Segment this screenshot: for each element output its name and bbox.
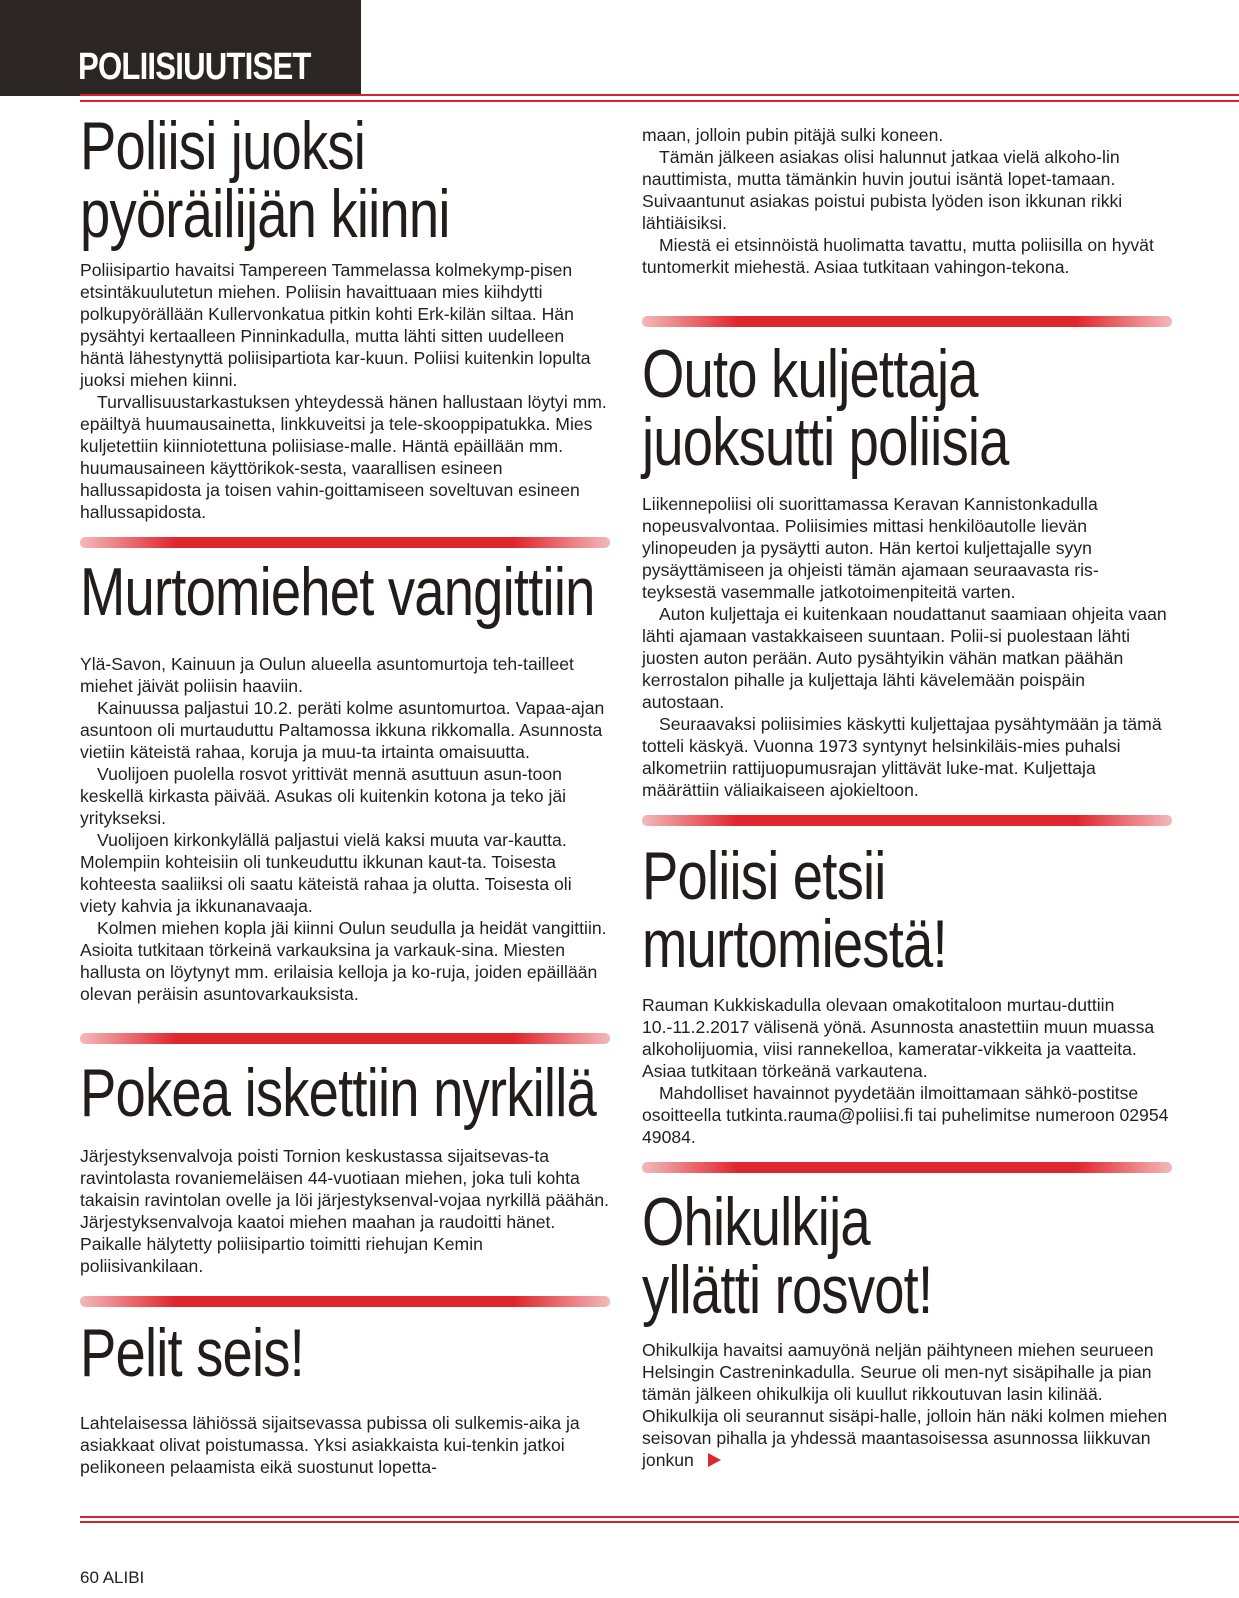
article-5-title-line1: Outo kuljettaja [642, 336, 978, 412]
article-6-paragraph: Rauman Kukkiskadulla olevaan omakotitaloon murtau-duttiin 10.-11.2.2017 välisenä yönä. Asunnosta anastettiin muun muassa alkoholijuomia, viisi rannekelloa, kameratar-vikkeita ja vaatteita. Asiaa tutkitaan törkeänä varkautena. [642, 995, 1155, 1081]
article-1-paragraph: Poliisipartio havaitsi Tampereen Tammelassa kolmekymp-pisen etsintäkuulutetun miehen. Poliisin havaittuaan mies kiihdytti polkupyörällään Kullervonkatua pitkin kohti Erk-kilän siltaa. Hän pysähtyi kertaalleen Pinninkadulla, mutta lähti sitten uudelleen häntä lähestynyttä poliisipartiota kar-kuun. Poliisi kuitenkin lopulta juoksi miehen kiinni. [80, 260, 591, 390]
article-4-continued [642, 124, 1172, 278]
article-1-title-line2: pyöräilijän kiinni [80, 176, 450, 252]
article-7-paragraph-text: Ohikulkija havaitsi aamuyönä neljän päihtyneen miehen seurueen Helsingin Castreninkadulla. Seurue oli men-nyt sisäpihalle ja pian tämän jälkeen ohikulkija oli kuullut rikkoutuvan lasin kilinää. Ohikulkija oli seurannut sisäpi-halle, jolloin hän näki kolmen miehen seisovan pihalla ja yhdessä maantasoisessa asunnossa liikkuvan jonkun [642, 1340, 1168, 1470]
article-4-paragraph: Tämän jälkeen asiakas olisi halunnut jatkaa vielä alkoho-lin nauttimista, mutta tämänkin huvin joutui isäntä lopet-tamaan. Suivaantunut asiakas poistui pubista lyöden ison ikkunan rikki lähtiäisiksi. [642, 147, 1123, 233]
article-4-paragraph: Lahtelaisessa lähiössä sijaitsevassa pubissa oli sulkemis-aika ja asiakkaat olivat poistumassa. Yksi asiakkaista kui-tenkin jatkoi pelikoneen pelaamista eikä suostunut lopetta- [80, 1413, 580, 1477]
article-2-paragraph: Kainuussa paljastui 10.2. peräti kolme asuntomurtoa. Vapaa-ajan asuntoon oli murtauduttu Paltamossa ikkuna rikkomalla. Asunnosta vietiin käteistä rahaa, koruja ja muu-ta irtainta omaisuutta. [80, 698, 605, 762]
article-1 [80, 108, 615, 252]
article-2 [80, 554, 615, 630]
article-1-body [80, 259, 610, 523]
footer-rule [80, 1516, 1239, 1518]
footer-rule [80, 1521, 1239, 1523]
article-5-paragraph: Seuraavaksi poliisimies käskytti kuljettajaa pysähtymään ja tämä totteli käskyä. Vuonna 1973 syntynyt helsinkiläis-mies puhalsi alkometriin rattijuopumusrajan ylittävät luke-mat. Kuljettaja määrättiin väliaikaiseen ajokieltoon. [642, 714, 1162, 800]
separator [80, 537, 610, 548]
article-5 [642, 336, 1177, 480]
article-4 [80, 1315, 615, 1391]
article-6-title-line1: Poliisi etsii [642, 838, 886, 914]
article-7-body [642, 1339, 1172, 1471]
article-3 [80, 1055, 615, 1131]
article-2-paragraph: Vuolijoen kirkonkylällä paljastui vielä kaksi muuta var-kautta. Molempiin kohteisiin oli tunkeuduttu ikkunan kaut-ta. Toisesta kohteesta saaliiksi oli saatu käteistä rahaa ja olutta. Toisesta oli viety kahvia ja ikkunanavaaja. [80, 830, 572, 916]
article-2-body [80, 653, 610, 1005]
article-1-paragraph: Turvallisuustarkastuksen yhteydessä hänen hallustaan löytyi mm. epäiltyä huumausainetta, linkkuveitsi ja tele-skooppipatukka. Mies kuljetettiin kiinniotettuna poliisiase-malle. Häntä epäillään mm. huumausaineen käyttörikok-sesta, vaarallisen esineen hallussapidosta ja toisen vahin-goittamiseen soveltuvan esineen hallussapidosta. [80, 392, 607, 522]
article-3-title: Pokea iskettiin nyrkillä [80, 1055, 596, 1131]
separator [80, 1296, 610, 1307]
separator [642, 815, 1172, 826]
article-7-title-line2: yllätti rosvot! [642, 1252, 933, 1328]
article-2-title: Murtomiehet vangittiin [80, 554, 595, 630]
article-2-paragraph: Kolmen miehen kopla jäi kiinni Oulun seudulla ja heidät vangittiin. Asioita tutkitaan törkeinä varkauksina ja varkauk-sina. Miesten hallusta on löytynyt mm. erilaisia kelloja ja ko-ruja, joiden epäillään olevan peräisin asuntovarkauksista. [80, 918, 607, 1004]
article-5-title-line2: juoksutti poliisia [642, 404, 1009, 480]
triangle-right-icon [708, 1453, 721, 1467]
article-2-paragraph: Vuolijoen puolella rosvot yrittivät mennä asuttuun asun-toon keskellä kirkasta päivää. Asukas oli kuitenkin kotona ja teko jäi yritykseksi. [80, 764, 567, 828]
header-rule [80, 94, 1239, 96]
article-7-title-line1: Ohikulkija [642, 1184, 870, 1260]
article-4-body [80, 1412, 610, 1478]
page-number: 60 ALIBI [80, 1568, 145, 1587]
article-6-body [642, 994, 1172, 1148]
article-2-paragraph: Ylä-Savon, Kainuun ja Oulun alueella asuntomurtoja teh-tailleet miehet jäivät poliisin haaviin. [80, 654, 574, 696]
section-tab [0, 0, 361, 96]
article-4-paragraph: maan, jolloin pubin pitäjä sulki koneen. [642, 125, 944, 145]
article-4-title: Pelit seis! [80, 1315, 304, 1391]
article-5-paragraph: Auton kuljettaja ei kuitenkaan noudattanut saamiaan ohjeita vaan lähti ajamaan vastakkaiseen suuntaan. Polii-si puolestaan lähti juosten auton perään. Auto pysähtyikin vähän matkan päähän kerrostalon pihalle ja kuljettaja lähti kävelemään poispäin autostaan. [642, 604, 1167, 712]
header-rule [80, 100, 1239, 102]
article-1-title-line1: Poliisi juoksi [80, 108, 366, 184]
article-7 [642, 1184, 1177, 1328]
article-5-paragraph: Liikennepoliisi oli suorittamassa Keravan Kannistonkadulla nopeusvalvontaa. Poliisimies mittasi henkilöautolle lievän ylinopeuden ja pysäytti auton. Hän kertoi kuljettajalle syyn pysäyttämiseen ja ohjeisti tämän ajamaan seuraavasta ris-teyksestä vasemmalle jatkotoimenpiteitä varten. [642, 494, 1099, 602]
article-6-paragraph: Mahdolliset havainnot pyydetään ilmoittamaan sähkö-postitse osoitteella tutkinta.rauma@poliisi.fi tai puhelimitse numeroon 02954 49084. [642, 1083, 1169, 1147]
article-4-paragraph: Miestä ei etsinnöistä huolimatta tavattu, mutta poliisilla on hyvät tuntomerkit miehestä. Asiaa tutkitaan vahingon-tekona. [642, 235, 1154, 277]
section-label: POLIISIUUTISET [78, 46, 311, 88]
separator [642, 316, 1172, 327]
article-5-body [642, 493, 1172, 801]
article-6-title-line2: murtomiestä! [642, 906, 947, 982]
article-3-paragraph: Järjestyksenvalvoja poisti Tornion keskustassa sijaitsevas-ta ravintolasta rovaniemeläisen 44-vuotiaan miehen, joka tuli kohta takaisin ravintolan ovelle ja löi järjestyksenval-vojaa nyrkillä päähän. Järjestyksenvalvoja kaatoi miehen maahan ja raudoitti hänet. Paikalle hälytetty poliisipartio toimitti riehujan Kemin poliisivankilaan. [80, 1146, 610, 1276]
separator [80, 1033, 610, 1044]
article-3-body [80, 1145, 610, 1277]
article-7-paragraph [642, 1339, 1172, 1471]
separator [642, 1162, 1172, 1173]
article-6 [642, 838, 1177, 982]
